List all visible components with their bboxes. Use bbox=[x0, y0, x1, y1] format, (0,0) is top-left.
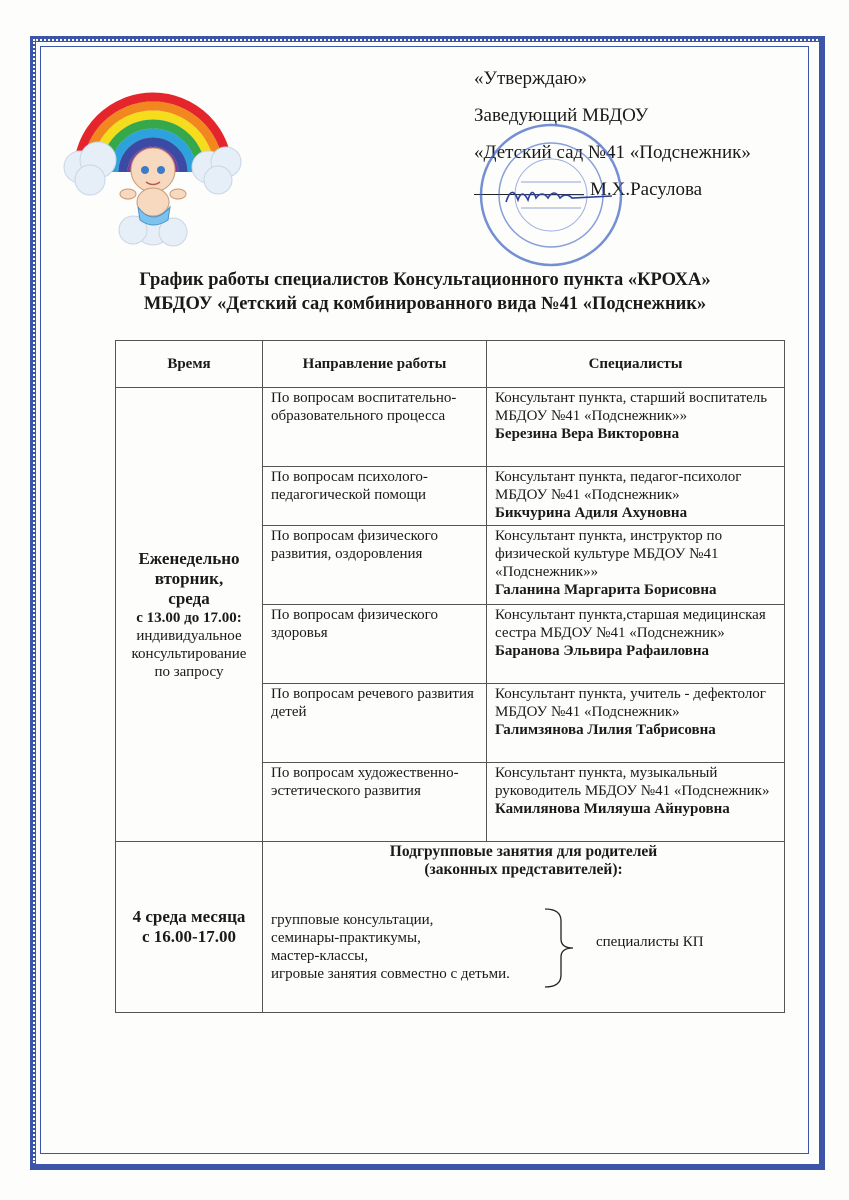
table-header-row bbox=[116, 341, 785, 388]
approval-org: «Детский сад №41 «Подснежник» bbox=[474, 142, 751, 163]
direction-cell: По вопросам психолого-педагогической помощи bbox=[263, 467, 487, 526]
specialist-role: Консультант пункта, музыкальный руководитель МБДОУ №41 «Подснежник» bbox=[495, 765, 770, 799]
weekly-time-line: Еженедельно bbox=[138, 548, 240, 568]
group-time-cell bbox=[116, 842, 263, 1013]
specialist-cell bbox=[487, 388, 785, 467]
list-item: семинары-практикумы, bbox=[271, 930, 421, 946]
header-time: Время bbox=[116, 341, 263, 388]
group-activity-list bbox=[271, 911, 776, 983]
title-line-2: МБДОУ «Детский сад комбинированного вида №41 «Подснежник» bbox=[143, 294, 707, 314]
specialist-role: Консультант пункта,старшая медицинская сестра МБДОУ №41 «Подснежник» bbox=[495, 607, 766, 641]
specialist-name: Березина Вера Викторовна bbox=[495, 426, 680, 442]
direction-cell: По вопросам художественно-эстетического развития bbox=[263, 763, 487, 842]
specialist-name: Бикчурина Адиля Ахуновна bbox=[495, 505, 688, 521]
specialist-name: Галанина Маргарита Борисовна bbox=[495, 582, 717, 598]
table-row bbox=[116, 388, 785, 467]
approval-heading: «Утверждаю» bbox=[474, 68, 587, 89]
direction-cell: По вопросам речевого развития детей bbox=[263, 684, 487, 763]
list-item: групповые консультации, bbox=[271, 912, 434, 928]
specialist-role: Консультант пункта, учитель - дефектолог МБДОУ №41 «Подснежник» bbox=[495, 686, 766, 720]
group-specialists: специалисты КП bbox=[596, 934, 704, 950]
weekly-time-line: консультирование bbox=[131, 645, 247, 662]
curly-brace bbox=[543, 907, 583, 989]
handwritten-signature bbox=[502, 180, 622, 210]
list-item: мастер-классы, bbox=[271, 948, 368, 964]
direction-cell: По вопросам физического здоровья bbox=[263, 605, 487, 684]
direction-cell: По вопросам физического развития, оздоровления bbox=[263, 526, 487, 605]
schedule-table bbox=[115, 340, 785, 1013]
weekly-time-line: по запросу bbox=[154, 663, 224, 680]
weekly-time-cell bbox=[116, 388, 263, 842]
specialist-cell bbox=[487, 684, 785, 763]
direction-cell: По вопросам воспитательно-образовательного процесса bbox=[263, 388, 487, 467]
header-direction: Направление работы bbox=[263, 341, 487, 388]
group-heading: (законных представителей): bbox=[424, 861, 623, 878]
specialist-cell bbox=[487, 526, 785, 605]
title-line-1: График работы специалистов Консультационного пункта «КРОХА» bbox=[139, 270, 711, 290]
weekly-time-line: индивидуальное bbox=[136, 627, 242, 644]
weekly-time-line: вторник, bbox=[154, 568, 224, 588]
list-item: игровые занятия совместно с детьми. bbox=[271, 966, 510, 982]
specialist-cell bbox=[487, 763, 785, 842]
specialist-cell bbox=[487, 467, 785, 526]
header-specialists: Специалисты bbox=[487, 341, 785, 388]
specialist-name: Галимзянова Лилия Табрисовна bbox=[495, 722, 716, 738]
group-time-line: 4 среда месяца bbox=[132, 907, 246, 926]
specialist-role: Консультант пункта, педагог-психолог МБДОУ №41 «Подснежник» bbox=[495, 469, 742, 503]
specialist-role: Консультант пункта, старший воспитатель МБДОУ №41 «Подснежник»» bbox=[495, 390, 768, 424]
approval-position: Заведующий МБДОУ bbox=[474, 105, 649, 126]
specialist-cell bbox=[487, 605, 785, 684]
weekly-time-line: с 13.00 до 17.00: bbox=[136, 609, 242, 626]
rainbow-baby-logo bbox=[58, 62, 248, 252]
approval-signer: М.Х.Расулова bbox=[590, 179, 703, 200]
weekly-time-line: среда bbox=[168, 588, 210, 608]
specialist-role: Консультант пункта, инструктор по физической культуре МБДОУ №41 «Подснежник»» bbox=[495, 528, 723, 580]
table-row-group bbox=[116, 842, 785, 1013]
group-heading: Подгрупповые занятия для родителей bbox=[389, 843, 658, 860]
specialist-name: Баранова Эльвира Рафаиловна bbox=[495, 643, 710, 659]
group-activity-cell bbox=[263, 842, 785, 1013]
specialist-name: Камилянова Миляуша Айнуровна bbox=[495, 801, 730, 817]
group-time-line: с 16.00-17.00 bbox=[142, 927, 236, 946]
document-title bbox=[60, 268, 790, 316]
